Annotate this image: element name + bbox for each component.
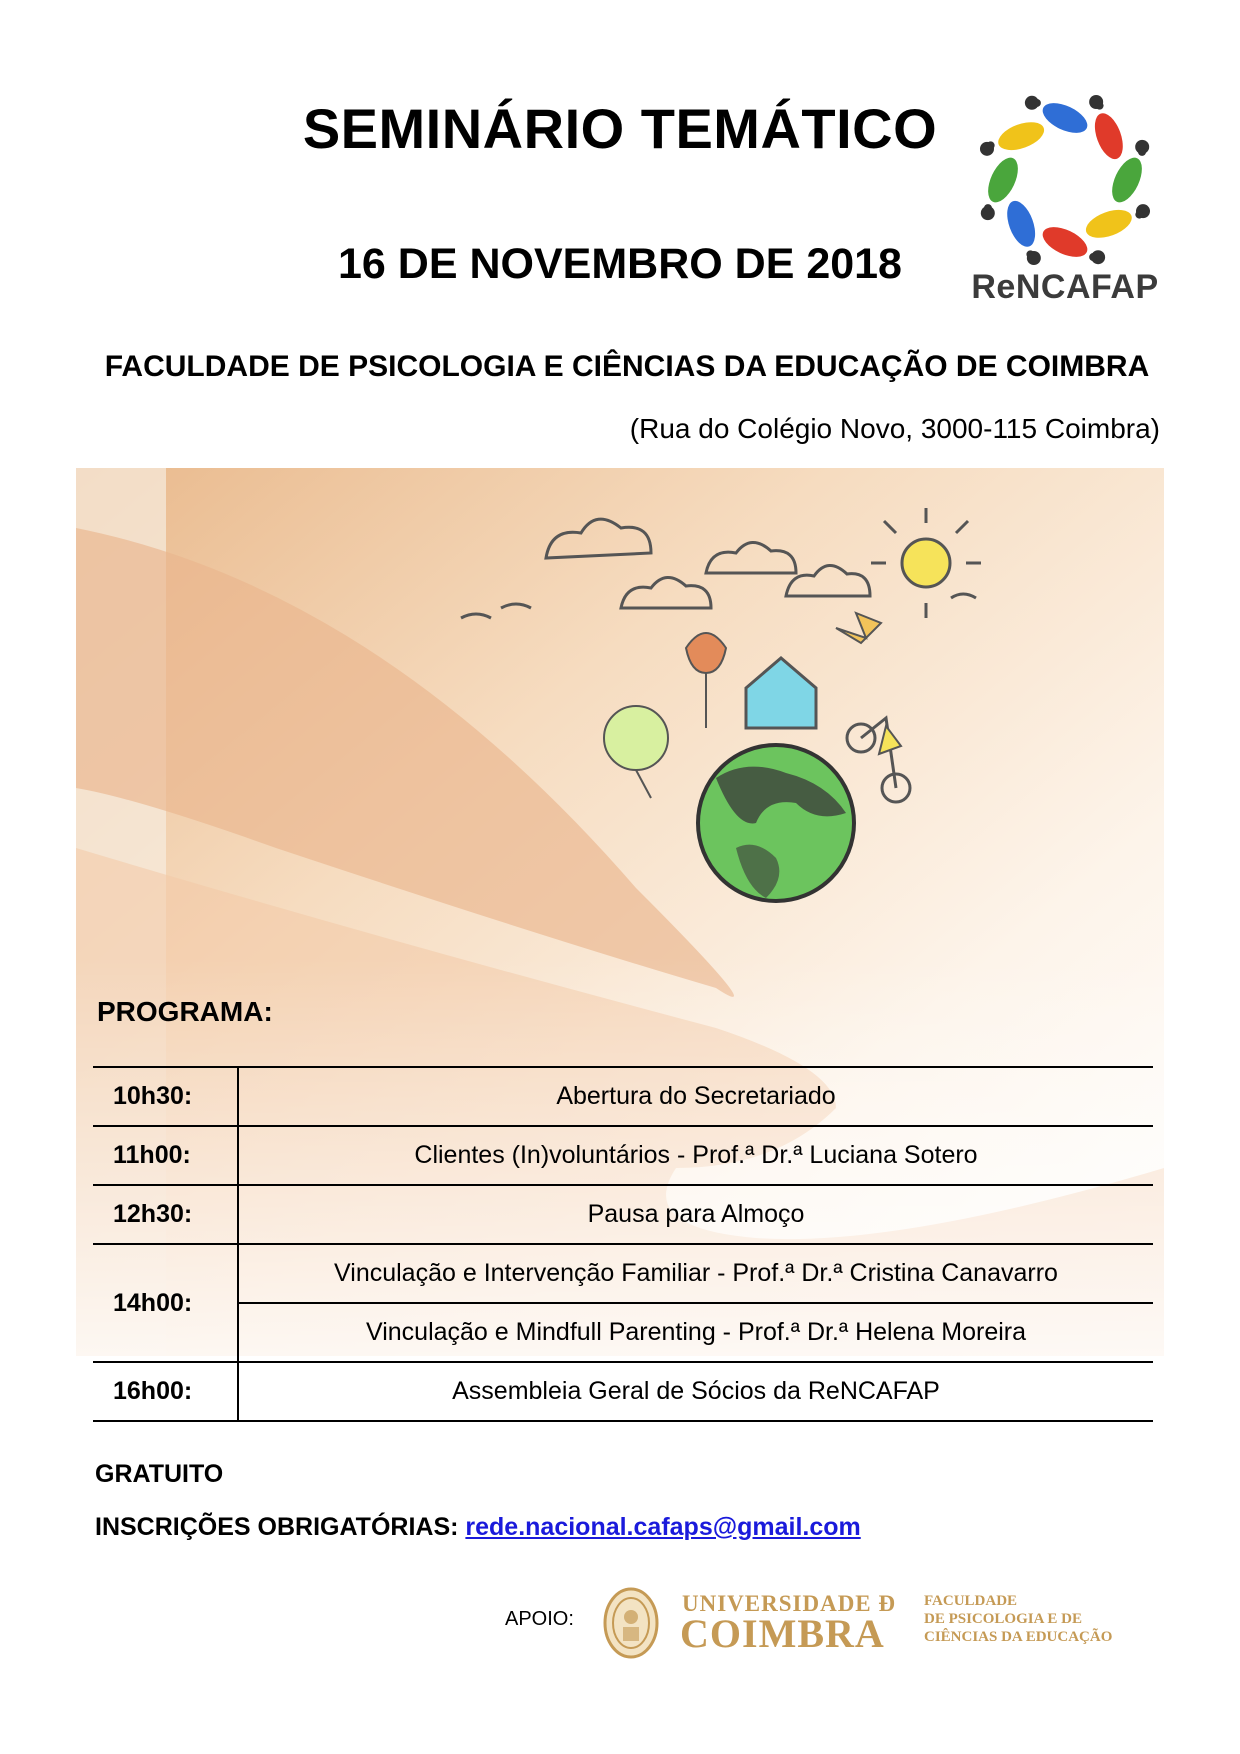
faculty-logo-line: CIÊNCIAS DA EDUCAÇÃO — [924, 1629, 1113, 1645]
time-cell: 12h30: — [93, 1185, 238, 1244]
activity-cell: Vinculação e Intervenção Familiar - Prof.ª Dr.ª Cristina Canavarro — [238, 1244, 1153, 1303]
table-row — [93, 1303, 1153, 1362]
logo-dot — [1135, 211, 1143, 219]
activity-cell: Clientes (In)voluntários - Prof.ª Dr.ª Luciana Sotero — [238, 1126, 1153, 1185]
logo-petal — [1089, 110, 1128, 163]
time-cell: 11h00: — [93, 1126, 238, 1185]
university-seal-icon — [603, 1587, 659, 1659]
logo-petal — [1038, 221, 1092, 263]
venue-name: FACULDADE DE PSICOLOGIA E CIÊNCIAS DA EDUCAÇÃO DE COIMBRA — [104, 350, 1150, 383]
time-cell: 16h00: — [93, 1362, 238, 1421]
logo-dot — [987, 141, 995, 149]
table-row — [93, 1362, 1153, 1421]
seminar-title: SEMINÁRIO TEMÁTICO — [302, 97, 938, 160]
university-name-bottom: COIMBRA — [680, 1611, 885, 1656]
logo-petal — [1082, 204, 1135, 243]
university-name-top: UNIVERSIDADE Ð — [682, 1591, 897, 1616]
faculty-logo-line: FACULDADE — [924, 1593, 1018, 1609]
program-table — [93, 1066, 1153, 1422]
registration-label: INSCRIÇÕES OBRIGATÓRIAS: — [95, 1513, 466, 1541]
table-row — [93, 1244, 1153, 1303]
free-admission-label: GRATUITO — [95, 1460, 224, 1488]
logo-dot — [984, 204, 992, 212]
logo-petal — [1038, 97, 1092, 139]
activity-cell: Abertura do Secretariado — [238, 1067, 1153, 1126]
logo-petal — [995, 117, 1048, 156]
activity-cell: Vinculação e Mindfull Parenting - Prof.ª Dr.ª Helena Moreira — [238, 1303, 1153, 1362]
registration-email-link[interactable]: rede.nacional.cafaps@gmail.com — [465, 1513, 861, 1541]
logo-head — [1025, 96, 1039, 110]
rencafap-logo-text: ReNCAFAP — [971, 268, 1159, 306]
seminar-date: 16 DE NOVEMBRO DE 2018 — [338, 240, 902, 288]
logo-dot — [1089, 253, 1097, 261]
support-label: APOIO: — [505, 1608, 574, 1630]
logo-petal — [982, 153, 1024, 207]
faculty-logo-text — [924, 1592, 1112, 1646]
faculty-logo-line: DE PSICOLOGIA E DE — [924, 1611, 1082, 1627]
activity-cell: Pausa para Almoço — [238, 1185, 1153, 1244]
logo-petal — [1002, 197, 1041, 250]
activity-cell: Assembleia Geral de Sócios da ReNCAFAP — [238, 1362, 1153, 1421]
time-cell: 10h30: — [93, 1067, 238, 1126]
logo-petal — [1106, 153, 1148, 207]
logo-dot — [1138, 148, 1146, 156]
registration-line — [95, 1513, 861, 1542]
logo-dot — [1026, 250, 1034, 258]
table-row — [93, 1067, 1153, 1126]
table-row — [93, 1185, 1153, 1244]
program-heading: PROGRAMA: — [97, 996, 273, 1027]
time-cell: 14h00: — [93, 1244, 238, 1362]
logo-dot — [1096, 102, 1104, 110]
table-row — [93, 1126, 1153, 1185]
venue-address: (Rua do Colégio Novo, 3000-115 Coimbra) — [629, 413, 1160, 444]
